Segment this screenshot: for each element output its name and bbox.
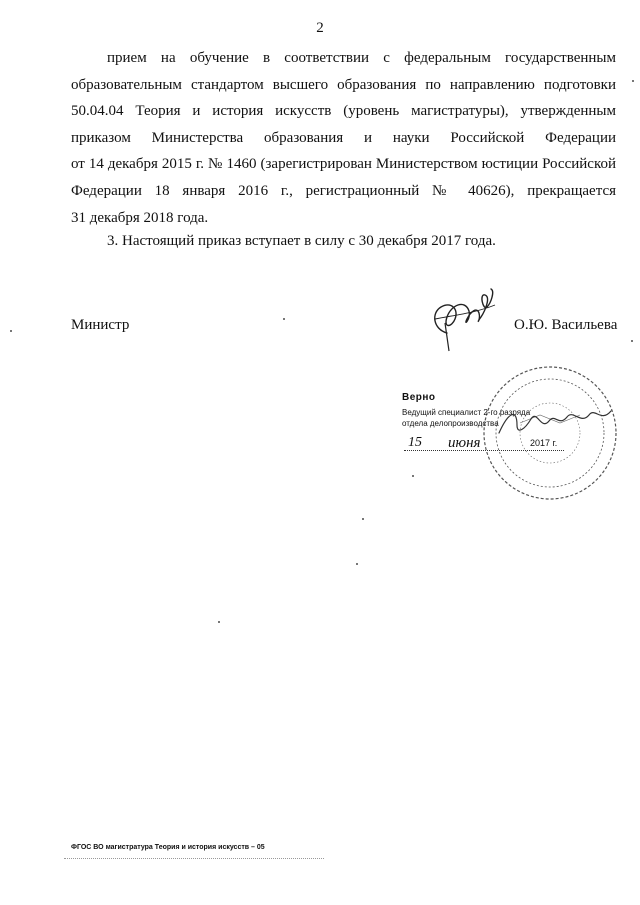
scan-speck	[632, 80, 634, 82]
certification-department: отдела делопроизводства	[402, 419, 499, 428]
page-number: 2	[316, 20, 324, 36]
certification-month: июня	[448, 435, 481, 451]
certification-year: 2017 г.	[530, 438, 558, 448]
minister-signature	[425, 283, 505, 358]
scan-speck	[10, 330, 12, 332]
scan-speck	[283, 318, 285, 320]
minister-label: Министр	[71, 317, 130, 333]
paragraph-discontinuation	[71, 45, 616, 231]
text-line: 3. Настоящий приказ вступает в силу с 30 декабря 2017 года.	[107, 233, 496, 249]
text-line: образовательным стандартом высшего образования по направлению подготовки	[71, 76, 616, 93]
certification-day: 15	[408, 435, 422, 450]
scan-speck	[356, 563, 358, 565]
footer-divider	[64, 858, 324, 859]
text-line: прием на обучение в соответствии с федеральным государственным	[107, 50, 616, 66]
minister-name: О.Ю. Васильева	[514, 317, 618, 333]
text-line: 50.04.04 Теория и история искусств (уровень магистратуры), утвержденным	[71, 103, 616, 120]
scan-speck	[412, 475, 414, 477]
scan-speck	[631, 340, 633, 342]
scan-speck	[218, 621, 220, 623]
text-line: от 14 декабря 2015 г. № 1460 (зарегистрирован Министерством юстиции Российской	[71, 156, 616, 173]
scan-speck	[362, 518, 364, 520]
footer-note: ФГОС ВО магистратура Теория и история искусств – 05	[71, 844, 265, 851]
text-line: Федерации 18 января 2016 г., регистрационный № 40626), прекращается	[71, 182, 616, 199]
text-line: 31 декабря 2018 года.	[71, 209, 209, 226]
certification-position: Ведущий специалист 2-го разряда	[402, 408, 531, 417]
paragraph-effective-date	[71, 228, 616, 255]
certification-title: Верно	[402, 392, 436, 403]
date-underline	[404, 450, 564, 451]
text-line: приказом Министерства образования и науки Российской Федерации	[71, 129, 616, 146]
certifier-signature	[495, 403, 615, 443]
